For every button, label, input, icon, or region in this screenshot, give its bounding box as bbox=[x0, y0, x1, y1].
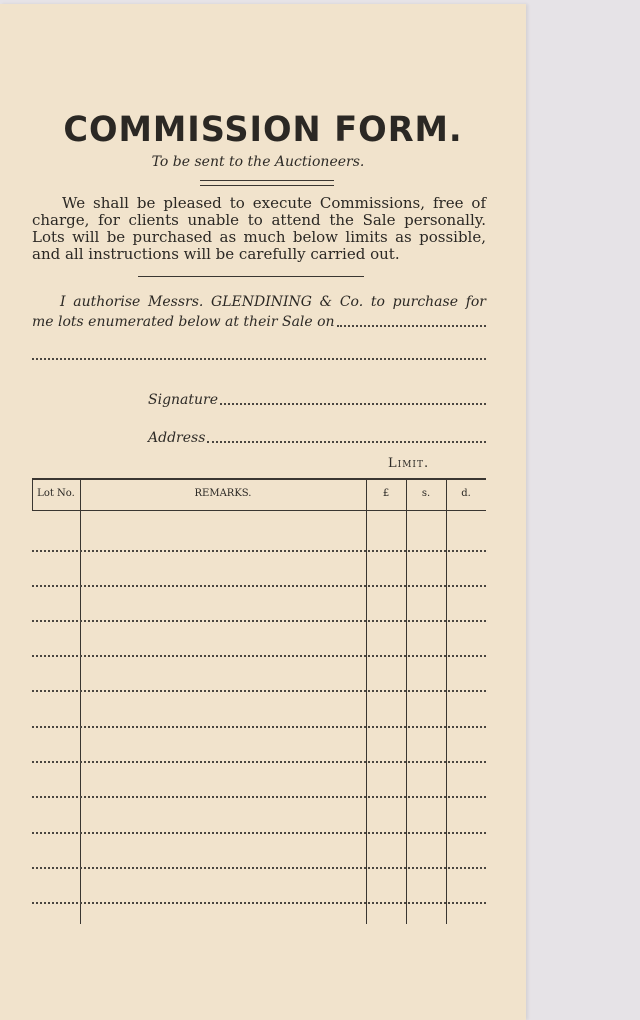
table-row[interactable] bbox=[32, 585, 486, 587]
double-rule bbox=[200, 180, 334, 186]
header-lot-no: Lot No. bbox=[37, 488, 75, 499]
address-dots bbox=[207, 441, 486, 443]
section-rule bbox=[138, 276, 364, 277]
col-line-shillings bbox=[446, 478, 447, 924]
authorise-line-2: me lots enumerated below at their Sale on bbox=[32, 314, 335, 330]
table-row[interactable] bbox=[32, 832, 486, 834]
address-field[interactable] bbox=[148, 428, 486, 446]
form-title: COMMISSION FORM. bbox=[63, 110, 463, 150]
table-row[interactable] bbox=[32, 761, 486, 763]
table-top-rule bbox=[32, 478, 486, 480]
col-line-pounds bbox=[406, 478, 407, 924]
authorisation-text bbox=[32, 290, 486, 314]
lots-table bbox=[32, 478, 486, 924]
col-line-remarks bbox=[366, 478, 367, 924]
table-row[interactable] bbox=[32, 726, 486, 728]
header-pounds: £ bbox=[382, 488, 390, 499]
form-page bbox=[0, 4, 526, 1020]
header-shillings: s. bbox=[421, 488, 431, 499]
limit-heading: Limit. bbox=[388, 456, 430, 471]
table-row[interactable] bbox=[32, 550, 486, 552]
table-row[interactable] bbox=[32, 655, 486, 657]
address-label: Address bbox=[148, 430, 206, 446]
table-header-rule bbox=[32, 510, 486, 511]
sale-date-field[interactable] bbox=[32, 312, 486, 330]
table-row[interactable] bbox=[32, 690, 486, 692]
signature-label: Signature bbox=[148, 392, 219, 408]
header-pence: d. bbox=[461, 488, 471, 499]
signature-field[interactable] bbox=[148, 390, 486, 408]
signature-dots bbox=[220, 403, 486, 405]
sale-date-continuation[interactable] bbox=[32, 358, 486, 360]
authorise-line-1: I authorise Messrs. GLENDINING & Co. to purchase for bbox=[60, 294, 486, 310]
table-row[interactable] bbox=[32, 902, 486, 904]
header-remarks: REMARKS. bbox=[194, 488, 252, 499]
table-row[interactable] bbox=[32, 867, 486, 869]
form-subtitle: To be sent to the Auctioneers. bbox=[151, 154, 365, 170]
table-row[interactable] bbox=[32, 620, 486, 622]
table-row[interactable] bbox=[32, 796, 486, 798]
intro-paragraph: We shall be pleased to execute Commissions, free of charge, for clients unable to attend the Sale personally. Lots will be purchased as much below limits as possible, and all instructions will be carefully carried out. bbox=[32, 194, 486, 263]
sale-date-dots bbox=[337, 325, 486, 327]
col-line-lot bbox=[80, 478, 81, 924]
